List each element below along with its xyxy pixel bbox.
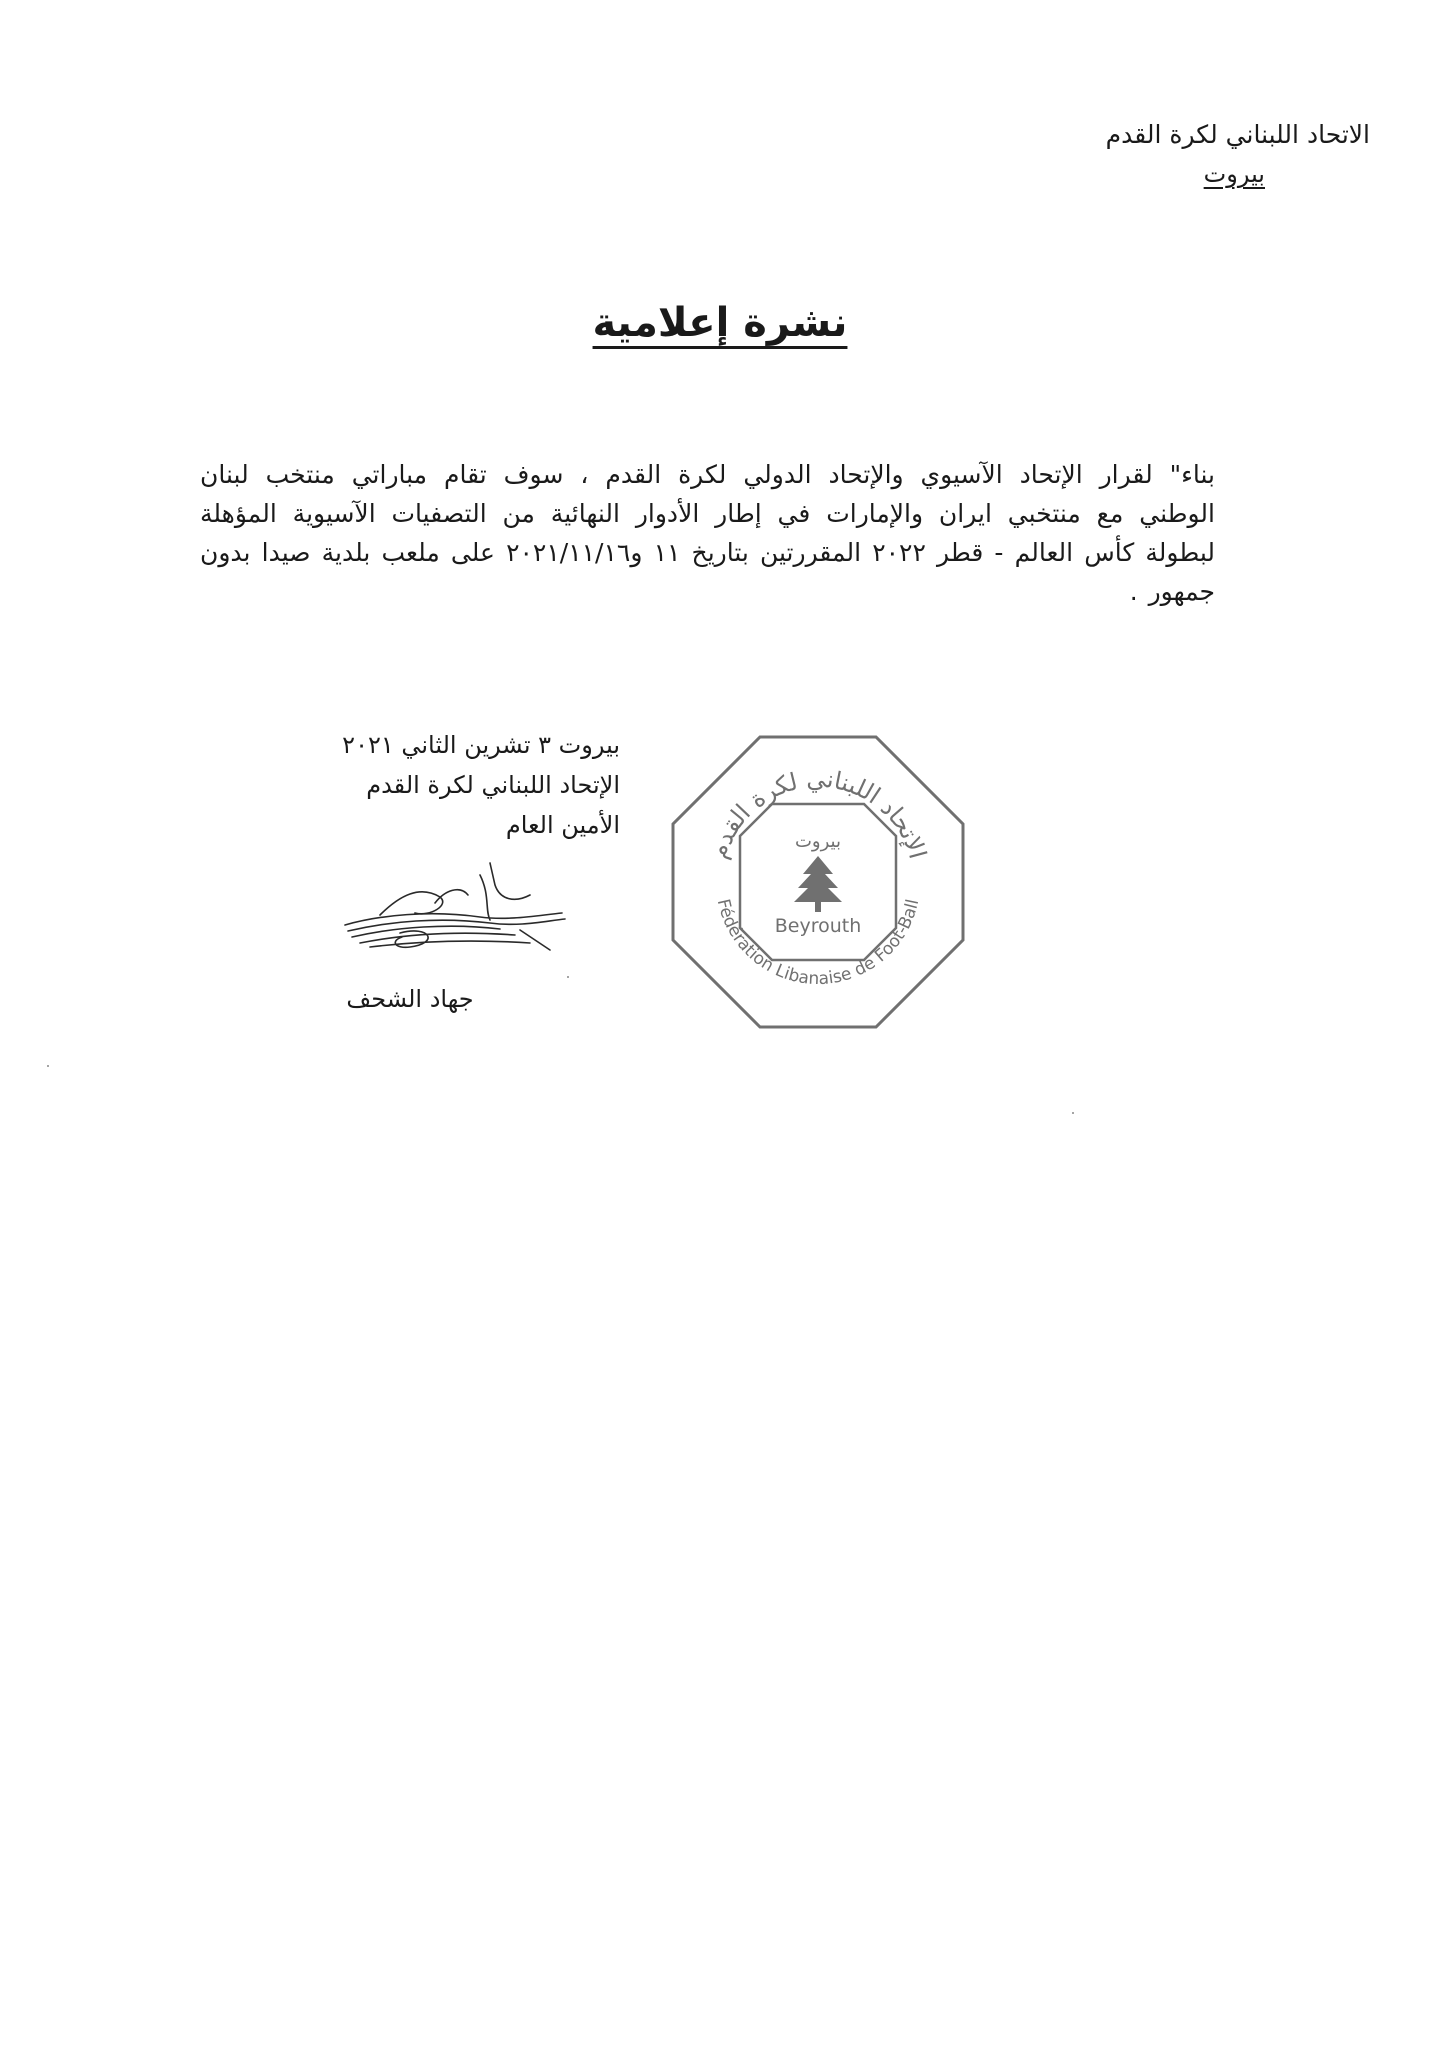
scan-speck [567,976,569,978]
scan-speck [47,1065,49,1067]
signer-name: جهاد الشحف [346,985,474,1013]
header-city: بيروت [1203,160,1265,188]
cedar-tree-icon [794,856,842,912]
scan-speck [1072,1112,1074,1114]
signature-block [200,725,620,845]
handwritten-signature [340,855,570,960]
date-line: بيروت ٣ تشرين الثاني ٢٠٢١ [342,731,620,759]
body-paragraph: بناء" لقرار الإتحاد الآسيوي والإتحاد الدولي لكرة القدم ، سوف تقام مباراتي منتخب لبنان الوطني مع منتخبي ايران والإمارات في إطار الأدوار النهائية من التصفيات الآسيوية المؤهلة لبطولة كأس العالم - قطر ٢٠٢٢ المقررتين بتاريخ ١١ و٢٠٢١/١١/١٦ على ملعب بلدية صيدا بدون جمهور . [200,460,1215,606]
header-organization: الاتحاد اللبناني لكرة القدم [1105,120,1370,149]
seal-arabic-org: الإتحاد اللبناني لكرة القدم [704,764,932,862]
official-seal [668,732,968,1032]
seal-latin-city: Beyrouth [774,915,862,937]
role-line: الأمين العام [505,811,620,839]
org-line: الإتحاد اللبناني لكرة القدم [366,771,620,799]
document-title: نشرة إعلامية [592,300,848,346]
seal-latin-org: Fédération Libanaise de Foot-Ball [712,897,924,990]
seal-arabic-city: بيروت [794,831,842,852]
